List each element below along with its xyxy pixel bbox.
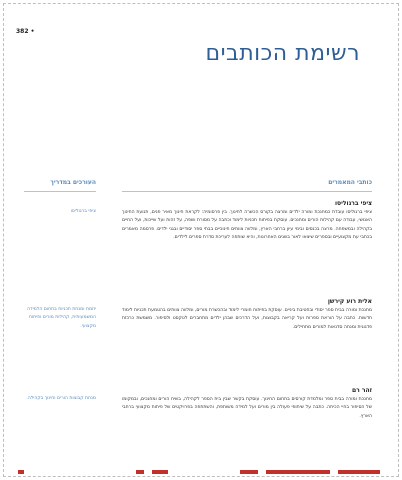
main-heading-rule xyxy=(122,191,372,192)
side-note: ציפי ברגוליסו xyxy=(70,209,96,214)
entry-name: ציפי ברגוליסו xyxy=(334,200,372,207)
entry-bio: מחנכת ומורה בבית ספר יסודי ובחטיבת ביניים. עוסקת בפיתוח חומרי לימוד ובהכשרת מורים, ומלווה צוותים בהטמעת תכניות לימוד חדשות. כתבה על הוראת ספרות ועל קריאה בקבוצות, ועל הדרכים שבהן ילדים מתחברים לטקסט ולסיפור. משמשת כרכזת פדגוגית ומנחה סדנאות למורים מתחילים. xyxy=(122,308,372,330)
side-section-heading: העורכים במדריך xyxy=(50,179,96,186)
page-number: 382 • xyxy=(16,28,35,35)
side-note: מנחת קבוצות הורים וחינוך בקהילה. xyxy=(26,396,96,401)
side-heading-rule xyxy=(24,191,96,192)
entry-name: אלית רוע קירשן xyxy=(327,298,372,305)
entry-name: זהר רם xyxy=(351,387,372,394)
main-section-heading: כותבי המאמרים xyxy=(328,179,372,186)
page-title: רשימת הכותבים xyxy=(205,41,360,66)
document-page xyxy=(3,3,399,477)
side-note: יוזמת ומנחת תכניות בתחום הלמידה המשמעותית, קהילות מורים ופיתוח מקצועי. xyxy=(27,307,96,329)
entry-bio: מחנכת ומורה בבית ספר ומלמדת קורסים בתחום החינוך. עוסקת בקשר שבין בית הספר לקהילה, בשיח הורים ומחנכים, ובמקומו של הסיפור בחיי הכיתה. כתבה על שיתופי פעולה בין מורים ועל למידה משותפת, והשתתפה בפרויקטים של פיתוח מקצועי ברחבי הארץ. xyxy=(122,397,372,419)
entry-bio: ציפי ברגוליסו עובדת כמחנכת ומורה ילדים ומרצה בקורס הכשרה לחינוך. בין פרסומיה: לקראת חינוך מאיר פנים, תנועת החינוך האנושי, עבודה עם קהילות הורים ומחנכים. עוסקת בפיתוח תכניות לימוד וכתבה על מסורת ושפה, על זהות ועל שייכות, ועל החיים בקהילה ובמשפחה. מרצה בכנסים ובימי עיון ברחבי הארץ, ומלווה צוותים חינוכיים בבתי ספר יסודיים ובגני ילדים. פרסמה מאמרים בכתבי עת מקצועיים ובספרים שיצאו לאור בשנים האחרונות, והיא שותפה לעריכת סדרת ספרים לילדים. xyxy=(122,210,372,241)
footer-strip xyxy=(4,469,398,476)
